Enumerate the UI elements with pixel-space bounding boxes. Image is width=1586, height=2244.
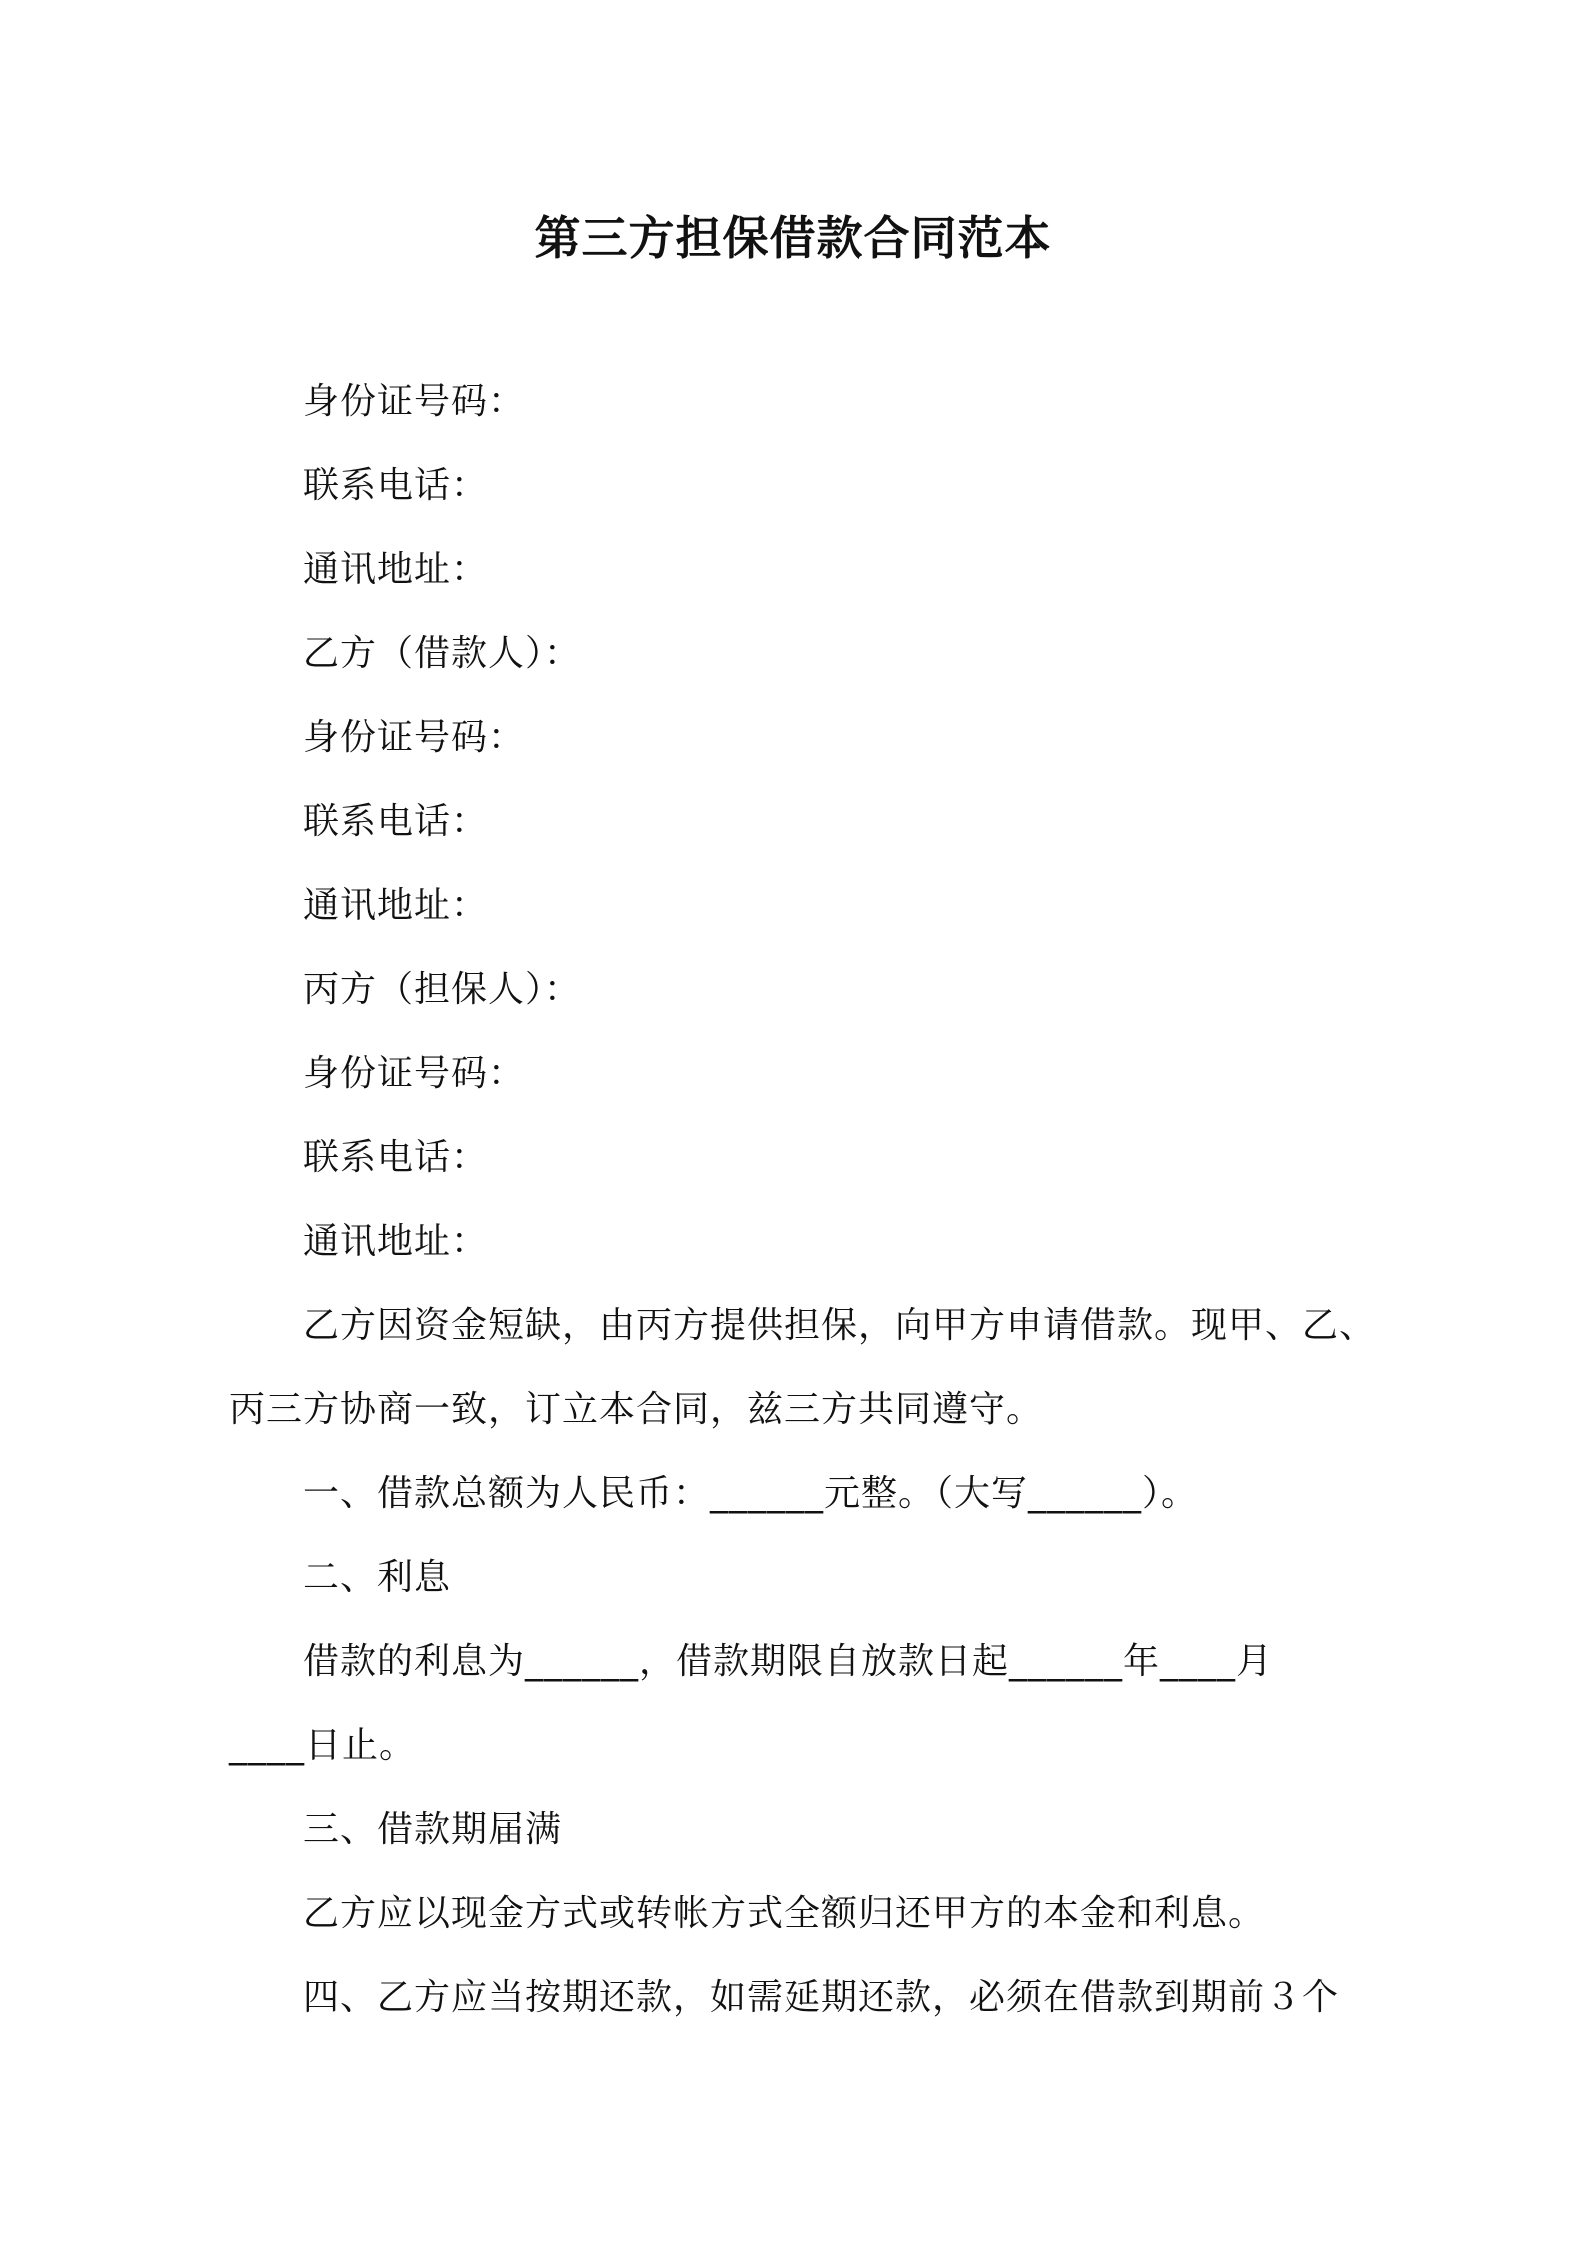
clause-2-line-1: 借款的利息为______，借款期限自放款日起______年____月 [303, 1641, 1274, 1682]
document-title: 第三方担保借款合同范本 [534, 211, 1052, 265]
party-b-address-label: 通讯地址： [303, 885, 489, 926]
clause-3-heading: 三、借款期届满 [303, 1809, 563, 1850]
party-c-id-number-label: 身份证号码： [303, 1053, 526, 1094]
clause-4-text: 四、乙方应当按期还款，如需延期还款，必须在借款到期前３个 [303, 1977, 1340, 2018]
clause-1-loan-amount: 一、借款总额为人民币：______元整。（大写______）。 [303, 1473, 1199, 1514]
party-c-phone-label: 联系电话： [303, 1137, 489, 1178]
party-b-id-number-label: 身份证号码： [303, 717, 526, 758]
party-a-phone-label: 联系电话： [303, 465, 489, 506]
clause-3-text: 乙方应以现金方式或转帐方式全额归还甲方的本金和利息。 [303, 1893, 1266, 1934]
preamble-line-1: 乙方因资金短缺，由丙方提供担保，向甲方申请借款。现甲、乙、 [303, 1305, 1377, 1346]
document-body [229, 360, 1379, 2040]
clause-2-line-2: ____日止。 [229, 1725, 417, 1766]
party-a-address-label: 通讯地址： [303, 549, 489, 590]
party-c-heading: 丙方（担保人）： [303, 969, 582, 1010]
party-b-heading: 乙方（借款人）： [303, 633, 582, 674]
party-a-id-number-label: 身份证号码： [303, 381, 526, 422]
party-b-phone-label: 联系电话： [303, 801, 489, 842]
clause-2-heading: 二、利息 [303, 1557, 452, 1598]
party-c-address-label: 通讯地址： [303, 1221, 489, 1262]
preamble-line-2: 丙三方协商一致，订立本合同，兹三方共同遵守。 [229, 1389, 1044, 1430]
